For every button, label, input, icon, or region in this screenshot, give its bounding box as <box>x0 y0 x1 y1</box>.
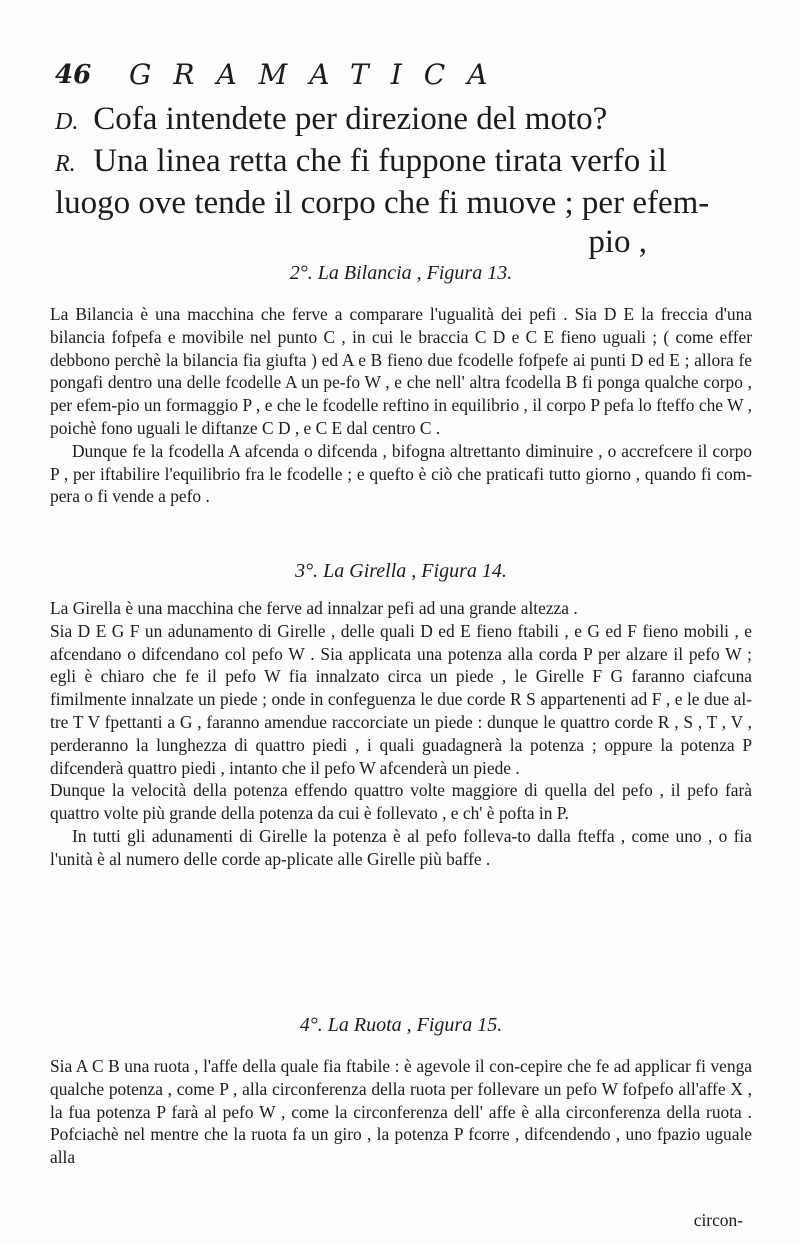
section-ruota <box>50 1014 752 1169</box>
page-number: 46 <box>55 60 92 90</box>
question-text: Cofa intendete per direzione del moto? <box>93 101 608 137</box>
section-body <box>50 597 752 871</box>
paragraph: Dunque la velocità della potenza effendo quattro volte maggiore di quella del pefo , il pefo farà quattro volte più grande della potenza da cui è follevato , e ch' è pofta in P. <box>50 780 752 824</box>
section-body <box>50 303 752 508</box>
paragraph: La Girella è una macchina che ferve ad innalzar pefi ad una grande altezza . <box>50 598 578 618</box>
section-girella <box>50 560 752 871</box>
section-body <box>50 1055 752 1169</box>
page-header <box>55 52 695 92</box>
question-line <box>55 100 755 142</box>
section-bilancia <box>50 262 752 508</box>
paragraph: La Bilancia è una macchina che ferve a comparare l'ugualità dei pefi . Sia D E la freccia d'una bilancia fofpefa e movibile nel punto C , in cui le braccia C D e C E fieno uguali ; ( come effer debbono perchè la bilancia fia giufta ) ed A e B fieno due fcodelle fofpefe ai punti D ed E ; allora fe pongafi dentro una delle fcodelle A un pe-fo W , e che nell' altra fcodella B fi ponga qualche corpo , per efem-pio un formaggio P , e che le fcodelle reftino in equilibrio , il corpo P pefa lo fteffo che W , poichè fono uguali le diftanze C D , e C E dal centro C . <box>50 304 752 438</box>
section-heading: 4°. La Ruota , Figura 15. <box>299 1014 503 1036</box>
section-heading: 2°. La Bilancia , Figura 13. <box>289 262 513 284</box>
answer-line <box>55 142 755 184</box>
answer-text-1: Una linea retta che fi fuppone tirata verfo il <box>93 143 667 179</box>
paragraph: In tutti gli adunamenti di Girelle la potenza è al pefo folleva-to dalla fteffa , come uno , o fia l'unità è al numero delle corde ap-plicate alle Girelle più baffe . <box>50 825 752 869</box>
answer-marker: R. <box>55 151 76 177</box>
catchword: circon- <box>693 1210 743 1230</box>
answer-line: luogo ove tende il corpo che fi muove ; per efem- <box>55 185 710 221</box>
question-marker: D. <box>55 109 79 135</box>
answer-line: pio , <box>588 224 647 260</box>
question-answer-block <box>55 100 755 262</box>
section-heading: 3°. La Girella , Figura 14. <box>295 560 507 582</box>
paragraph: Dunque fe la fcodella A afcenda o difcenda , bifogna altrettanto diminuire , o accrefcere il corpo P , per iftabilire l'equilibrio fra le fcodelle ; e quefto è ciò che praticafi tutto giorno , quando fi com-pera o fi vende a pefo . <box>50 440 752 507</box>
paragraph: Sia A C B una ruota , l'affe della quale fia ftabile : è agevole il con-cepire che fe ad applicar fi venga qualche potenza , come P , alla circonferenza della ruota per follevare un pefo W fofpefo all'affe X , la fua potenza P farà al pefo W , come la circonferenza dell' affe è alla circonferenza della ruota . Pofciachè nel mentre che la ruota fa un giro , la potenza P fcorre , difcendendo , uno fpazio uguale alla <box>50 1056 752 1168</box>
paragraph: Sia D E G F un adunamento di Girelle , delle quali D ed E fieno ftabili , e G ed F fieno mobili , e afcendano o difcendano col pefo W . Sia applicata una potenza alla corda P per alzare il pefo W ; egli è chiaro che fe il pefo W fia innalzato circa un piede , le Girelle F G faranno ciafcuna fimilmente innalzate un piede ; onde in confeguenza le due corde R S appartenenti ad F , e le due al-tre T V fpettanti a G , faranno amendue raccorciate un piede : dunque le quattro corde R , S , T , V , perderanno la lunghezza di quattro piedi , i quali guadagnerà la potenza ; oppure la potenza P difcenderà quattro piedi , intanto che il pefo W afcenderà un piede . <box>50 620 752 778</box>
running-title: GRAMATICA <box>129 58 510 91</box>
